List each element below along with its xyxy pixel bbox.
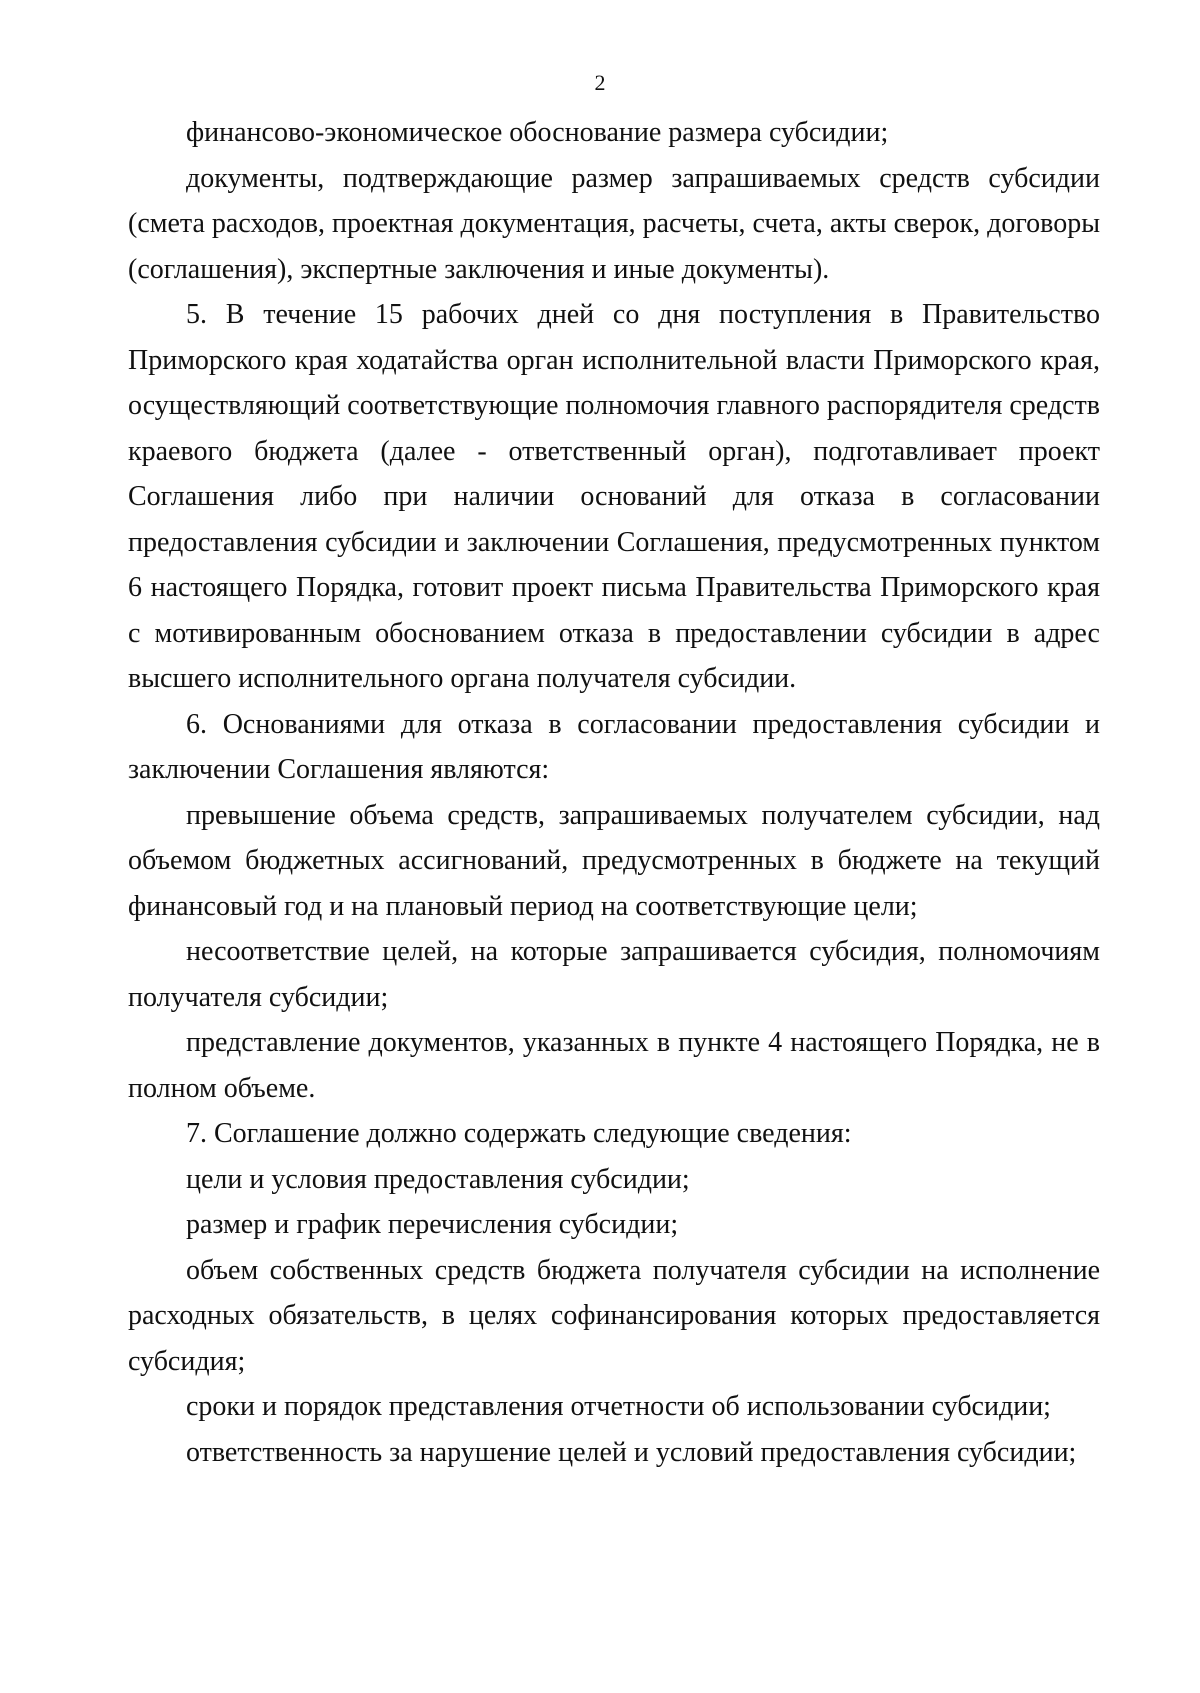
paragraph: 5. В течение 15 рабочих дней со дня поступления в Правительство Приморского края ходатайства орган исполнительной власти Приморского края, осуществляющий соответствующие полномочия главного распорядителя средств краевого бюджета (далее - ответственный орган), подготавливает проект Соглашения либо при наличии оснований для отказа в согласовании предоставления субсидии и заключении Соглашения, предусмотренных пунктом 6 настоящего Порядка, готовит проект письма Правительства Приморского края с мотивированным обоснованием отказа в предоставлении субсидии в адрес высшего исполнительного органа получателя субсидии. [128, 299, 1100, 694]
paragraph: цели и условия предоставления субсидии; [186, 1163, 690, 1195]
paragraph: превышение объема средств, запрашиваемых получателем субсидии, над объемом бюджетных ассигнований, предусмотренных в бюджете на текущий финансовый год и на плановый период на соответствующие цели; [128, 799, 1100, 922]
paragraph: размер и график перечисления субсидии; [186, 1209, 679, 1240]
paragraph: 6. Основаниями для отказа в согласовании предоставления субсидии и заключении Соглашения являются: [128, 708, 1100, 785]
paragraph: несоответствие целей, на которые запрашивается субсидия, полномочиям получателя субсидии; [128, 936, 1100, 1013]
paragraph: финансово-экономическое обоснование размера субсидии; [186, 117, 889, 148]
paragraph: ответственность за нарушение целей и условий предоставления субсидии; [186, 1436, 1077, 1468]
paragraph: 7. Соглашение должно содержать следующие сведения: [186, 1118, 852, 1149]
paragraph: объем собственных средств бюджета получателя субсидии на исполнение расходных обязательств, в целях софинансирования которых предоставляется субсидия; [128, 1254, 1100, 1377]
page-number: 2 [594, 70, 606, 95]
paragraph: представление документов, указанных в пункте 4 настоящего Порядка, не в полном объеме. [128, 1027, 1100, 1104]
paragraph: документы, подтверждающие размер запрашиваемых средств субсидии (смета расходов, проектная документация, расчеты, счета, акты сверок, договоры (соглашения), экспертные заключения и иные документы). [128, 162, 1100, 285]
paragraph: сроки и порядок представления отчетности об использовании субсидии; [186, 1391, 1051, 1422]
document-body [128, 110, 1100, 1475]
